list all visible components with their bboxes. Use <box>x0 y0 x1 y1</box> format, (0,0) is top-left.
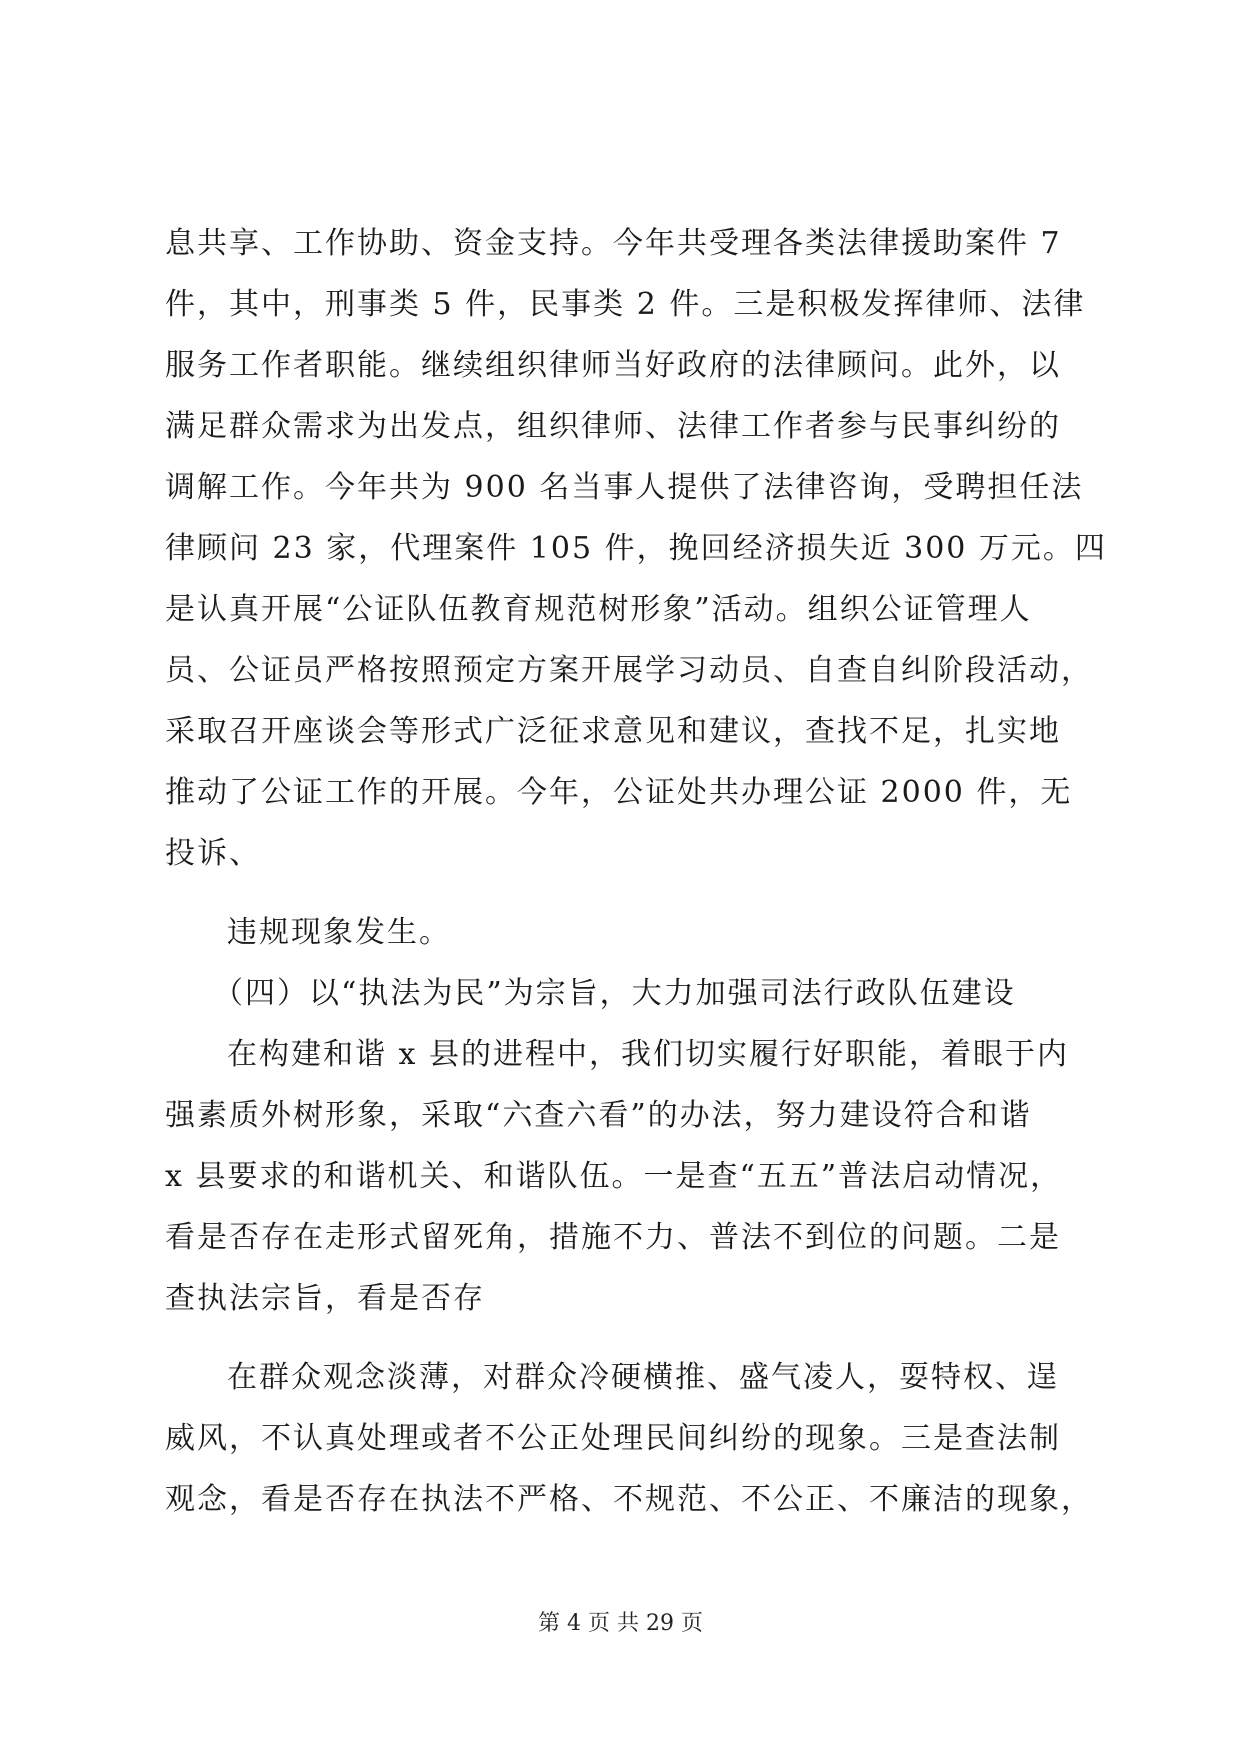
text-line: 服务工作者职能。继续组织律师当好政府的法律顾问。此外，以 <box>165 348 1061 383</box>
text-line: 满足群众需求为出发点，组织律师、法律工作者参与民事纠纷的 <box>165 409 1061 444</box>
text-line: 查执法宗旨，看是否存 <box>165 1281 485 1316</box>
text-line: 强素质外树形象，采取“六查六看”的办法，努力建设符合和谐 <box>165 1098 1032 1133</box>
document-body <box>165 213 1107 1530</box>
text-line: 在构建和谐 x 县的进程中，我们切实履行好职能，着眼于内 <box>227 1037 1069 1072</box>
paragraph-2: 违规现象发生。 <box>227 915 451 950</box>
text-line: 观念，看是否存在执法不严格、不规范、不公正、不廉洁的现象， <box>165 1482 1093 1517</box>
paragraph-1 <box>165 213 1107 884</box>
text-line: 律顾问 23 家，代理案件 105 件，挽回经济损失近 300 万元。四 <box>165 531 1107 566</box>
text-line: 件，其中，刑事类 5 件，民事类 2 件。三是积极发挥律师、法律 <box>165 287 1086 322</box>
text-line: 采取召开座谈会等形式广泛征求意见和建议，查找不足，扎实地 <box>165 714 1061 749</box>
text-line: 投诉、 <box>165 836 261 871</box>
page-number-footer: 第 4 页 共 29 页 <box>538 1611 703 1636</box>
text-line: 推动了公证工作的开展。今年，公证处共办理公证 2000 件，无 <box>165 775 1073 810</box>
text-line: 是认真开展“公证队伍教育规范树形象”活动。组织公证管理人 <box>165 592 1032 627</box>
paragraph-gap <box>165 884 1085 902</box>
text-line: 员、公证员严格按照预定方案开展学习动员、自查自纠阶段活动， <box>165 653 1093 688</box>
text-line: 息共享、工作协助、资金支持。今年共受理各类法律援助案件 7 <box>165 226 1062 261</box>
text-line: x 县要求的和谐机关、和谐队伍。一是查“五五”普法启动情况， <box>165 1159 1063 1194</box>
text-line: 调解工作。今年共为 900 名当事人提供了法律咨询，受聘担任法 <box>165 470 1084 505</box>
paragraph-4 <box>165 1347 1093 1530</box>
section-heading: （四）以“执法为民”为宗旨，大力加强司法行政队伍建设 <box>213 976 1016 1011</box>
paragraph-gap <box>165 1329 1085 1347</box>
text-line: 在群众观念淡薄，对群众冷硬横推、盛气凌人，耍特权、逞 <box>227 1360 1059 1395</box>
paragraph-3 <box>165 1024 1085 1329</box>
text-line: 威风，不认真处理或者不公正处理民间纠纷的现象。三是查法制 <box>165 1421 1061 1456</box>
text-line: 看是否存在走形式留死角，措施不力、普法不到位的问题。二是 <box>165 1220 1061 1255</box>
